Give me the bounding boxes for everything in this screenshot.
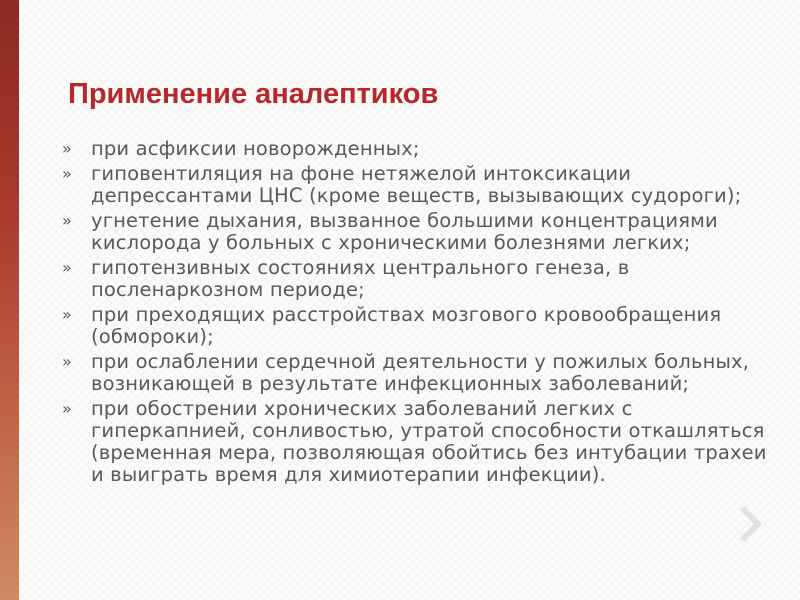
next-slide-button[interactable] bbox=[734, 505, 766, 543]
bullet-text: при обострении хронических заболеваний легких с гиперкапнией, сонливостью, утратой способности откашляться (временная мера, позволяющая обойтись без интубации трахеи и выиграть время для химиотерапии инфекции). bbox=[91, 397, 767, 486]
bullet-marker: » bbox=[62, 399, 72, 418]
bullet-marker: » bbox=[62, 211, 72, 230]
bullet-text: гипотензивных состояниях центрального генеза, в посленаркозном периоде; bbox=[91, 256, 630, 301]
bullet-text: при ослаблении сердечной деятельности у пожилых больных, возникающей в результате инфекционных заболеваний; bbox=[91, 350, 750, 395]
list-item bbox=[62, 138, 767, 160]
accent-side-bar bbox=[0, 0, 19, 600]
bullet-marker: » bbox=[62, 258, 72, 277]
bullet-text: угнетение дыхания, вызванное большими концентрациями кислорода у больных с хроническими болезнями легких; bbox=[91, 209, 718, 254]
bullet-marker: » bbox=[62, 352, 72, 371]
bullet-marker: » bbox=[62, 164, 72, 183]
bullet-text: при преходящих расстройствах мозгового кровообращения (обмороки); bbox=[91, 303, 722, 348]
bullet-list bbox=[62, 138, 767, 489]
chevron-right-icon bbox=[734, 505, 766, 543]
list-item bbox=[62, 163, 767, 207]
list-item bbox=[62, 351, 767, 395]
list-item bbox=[62, 398, 767, 486]
slide-title: Применение аналептиков bbox=[68, 78, 439, 110]
list-item bbox=[62, 304, 767, 348]
list-item bbox=[62, 210, 767, 254]
bullet-text: гиповентиляция на фоне нетяжелой интоксикации депрессантами ЦНС (кроме веществ, вызывающих судороги); bbox=[91, 162, 742, 207]
bullet-text: при асфиксии новорожденных; bbox=[91, 137, 420, 160]
list-item bbox=[62, 257, 767, 301]
bullet-marker: » bbox=[62, 305, 72, 324]
bullet-marker: » bbox=[62, 139, 72, 158]
